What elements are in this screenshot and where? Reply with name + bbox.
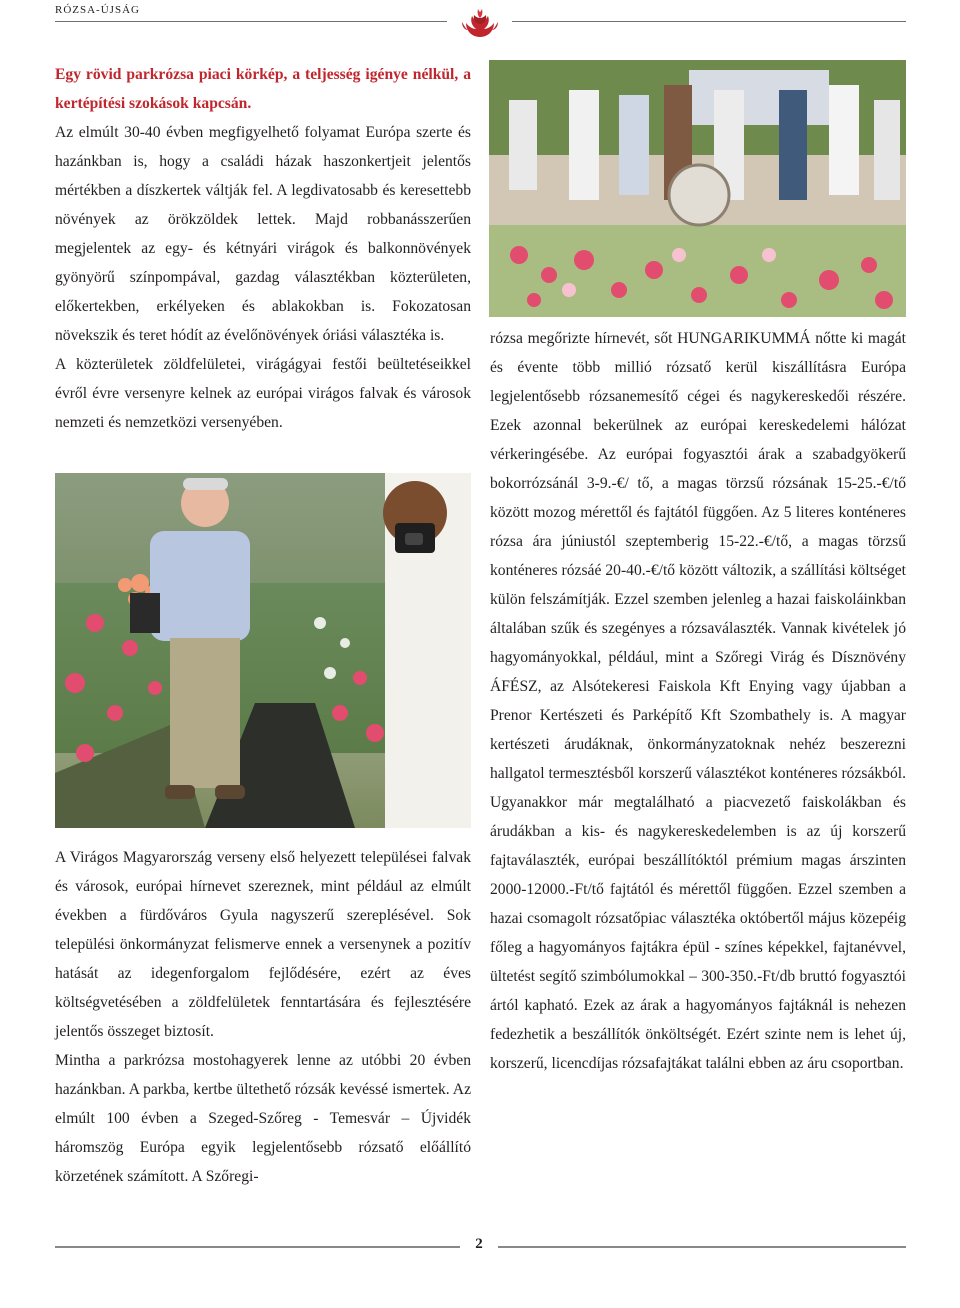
footer-rule-right bbox=[498, 1246, 906, 1248]
article-lead: Egy rövid parkrózsa piaci körkép, a teljesség igénye nélkül, a kertépítési szokások kapcsán. bbox=[55, 66, 471, 112]
header-rule-right bbox=[512, 21, 906, 22]
page-number: 2 bbox=[475, 1236, 483, 1252]
running-title: RÓZSA-ÚJSÁG bbox=[55, 4, 140, 16]
article-paragraph: A Virágos Magyarország verseny első helyezett települései falvak és városok, európai hírnevet szereznek, mint például az elmúlt években a fürdőváros Gyula nagyszerű szereplésével. Sok települési önkormányzat felismerve ennek a versenynek a pozitív hatását az idegenforgalom fejlődésére, ezért az éves költségvetésében a zöldfelületek fenntartására és fejlesztésére jelentős összeget biztosít. bbox=[55, 849, 471, 1040]
visitors-in-rose-nursery-photo bbox=[489, 60, 906, 317]
article-paragraph: Mintha a parkrózsa mostohagyerek lenne az utóbbi 20 évben hazánkban. A parkba, kertbe ültethető rózsák kevéssé ismertek. Az elmúlt 100 évben a Szeged-Szőreg - Temesvár – Újvidék háromszög Európa egyik legjelentősebb rózsatő előállító körzetének számított. A Szőregi- bbox=[55, 1052, 471, 1185]
column-left-top bbox=[55, 60, 471, 437]
header-rule-left bbox=[55, 21, 447, 22]
footer-rule-left bbox=[55, 1246, 460, 1248]
column-left-bottom bbox=[55, 843, 471, 1191]
rose-emblem-icon bbox=[457, 4, 503, 40]
article-paragraph: Az elmúlt 30-40 évben megfigyelhető folyamat Európa szerte és hazánkban is, hogy a családi házak haszonkertjeit jelentős mértékben a díszkertek váltják fel. A legdivatosabb és keresettebb növények az örökzöldek lettek. Majd robbanásszerűen megjelentek az egy- és kétnyári virágok és balkonnövények gyönyörű színpompával, gazdag választékban közterületen, előkertekben, erkélyeken és ablakokban is. Fokozatosan növekszik és teret hódít az évelőnövények óriási választéka is. bbox=[55, 124, 471, 344]
article-paragraph: A közterületek zöldfelületei, virágágyai festői beültetéseikkel évről évre versenyre kelnek az európai virágos falvak és városok nemzeti és nemzetközi versenyében. bbox=[55, 356, 471, 431]
column-right bbox=[490, 324, 906, 1078]
man-with-potted-rose-photo bbox=[55, 473, 471, 828]
article-paragraph: rózsa megőrizte hírnevét, sőt HUNGARIKUMMÁ nőtte ki magát és évente több millió rózsatő kerül kiszállításra Európa legjelentősebb rózsanemesítő cégei és nagykereskedői részére. Ezek azonnal bekerülnek az európai kereskedelemi hálózat vérkeringésébe. Az európai fogyasztói árak a szabadgyökerű bokorrózsánál 3-9.-€/ tő, a magas törzsű rózsának 15-25.-€/tő között mozog mérettől és fajtától függően. Az 5 literes konténeres rózsa ára júniustól szeptemberig 15-22.-€/tő, a magas törzsű konténeres rózsáé 20-40.-€/tő között változik, a szállítási költséget külön felszámítják. Ezzel szemben jelenleg a hazai faiskoláinkban általában szűk és szegényes a rózsaválaszték. Vannak kivételek jó hagyományokkal, például, mint a Szőregi Virág és Dísznövény ÁFÉSZ, az Alsótekeresi Faiskola Kft Enying vagy újabban a Prenor Kertészeti és Parképítő Kft Szombathely is. A magyar kertészeti árudáknak, önkormányzatoknak nehéz beszerezni hallgatol termesztésből korszerű választékot konténeres rózsákból. Ugyanakkor már megtalálható a piacvezető faiskolákban és árudákban a kis- és nagykereskedelemben is az új korszerű fajtaválaszték, európai beszállítóktól prémium magas árszinten 2000-12000.-Ft/tő fajtától és mérettől függően. Ezzel szemben a hazai csomagolt rózsatőpiac választéka októbertől május közepéig főleg a hagyományos fajtákra épül - színes képekkel, fajtanévvel, ültetést segítő szimbólumokkal – 300-350.-Ft/db bruttó fogyasztói ártól kapható. Ezek az árak a hagyományos fajtáknál is nehezen fedezhetik a beszállítók önköltségét. Ezért szinte nem is lehet új, korszerű, licencdíjas rózsafajtákat találni ebben az áru csoportban. bbox=[490, 330, 906, 1072]
